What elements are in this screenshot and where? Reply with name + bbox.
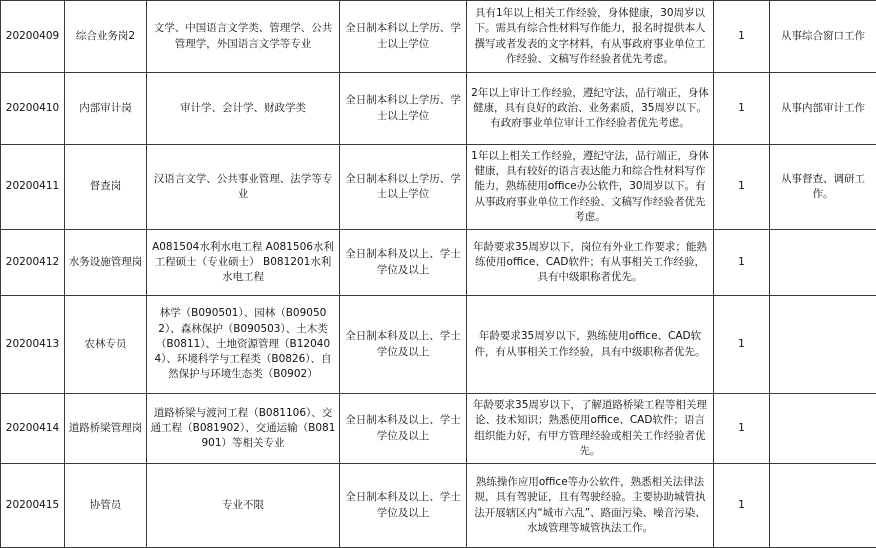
major-cell: 专业不限 — [147, 464, 340, 548]
position-name-cell: 协管员 — [65, 464, 147, 548]
requirements-cell: 年龄要求35周岁以下，了解道路桥梁工程等相关理论、技术知识；熟悉使用office、CAD软件；语言组织能力好，有甲方管理经验或相关工作经验者优先。 — [467, 394, 714, 464]
requirements-cell: 1年以上相关工作经验，遵纪守法，品行端正，身体健康，具有较好的语言表达能力和综合性材料写作能力，熟练使用office办公软件，30周岁以下。有从事政府事业单位工作经验、文稿写作经验者优先考虑。 — [467, 145, 714, 230]
major-cell: 审计学、会计学、财政学类 — [147, 73, 340, 145]
position-code-cell: 20200411 — [1, 145, 65, 230]
table-row — [1, 1, 876, 73]
education-cell: 全日制本科及以上、学士学位及以上 — [340, 464, 467, 548]
requirements-cell: 年龄要求35周岁以下，熟练使用office、CAD软件，有从事相关工作经验，具有中级职称者优先。 — [467, 296, 714, 394]
duty-cell — [770, 464, 876, 548]
duty-cell: 从事综合窗口工作 — [770, 1, 876, 73]
education-cell: 全日制本科及以上、学士学位及以上 — [340, 230, 467, 296]
education-cell: 全日制本科及以上、学士学位及以上 — [340, 296, 467, 394]
major-cell: 汉语言文学、公共事业管理、法学等专业 — [147, 145, 340, 230]
headcount-cell: 1 — [714, 73, 770, 145]
position-name-cell: 水务设施管理岗 — [65, 230, 147, 296]
duty-cell: 从事督查、调研工作。 — [770, 145, 876, 230]
position-name-cell: 综合业务岗2 — [65, 1, 147, 73]
requirements-cell: 年龄要求35周岁以下，岗位有外业工作要求；能熟练使用office、CAD软件；有从事相关工作经验，具有中级职称者优先。 — [467, 230, 714, 296]
table-row — [1, 464, 876, 548]
position-name-cell: 道路桥梁管理岗 — [65, 394, 147, 464]
headcount-cell: 1 — [714, 464, 770, 548]
headcount-cell: 1 — [714, 145, 770, 230]
headcount-cell: 1 — [714, 296, 770, 394]
table-row — [1, 73, 876, 145]
table-row — [1, 394, 876, 464]
major-cell: A081504水利水电工程 A081506水利工程硕士（专业硕士） B081201水利水电工程 — [147, 230, 340, 296]
duty-cell — [770, 230, 876, 296]
requirements-cell: 2年以上审计工作经验，遵纪守法，品行端正，身体健康，具有良好的政治、业务素质，35周岁以下。有政府事业单位审计工作经验者优先考虑。 — [467, 73, 714, 145]
table-row — [1, 230, 876, 296]
duty-cell — [770, 296, 876, 394]
requirements-cell: 具有1年以上相关工作经验，身体健康，30周岁以下。需具有综合性材料写作能力，报名时提供本人撰写或者发表的文字材料，有从事政府事业单位工作经验、文稿写作经验者优先考虑。 — [467, 1, 714, 73]
education-cell: 全日制本科以上学历、学士以上学位 — [340, 73, 467, 145]
position-name-cell: 督查岗 — [65, 145, 147, 230]
headcount-cell: 1 — [714, 230, 770, 296]
position-code-cell: 20200415 — [1, 464, 65, 548]
education-cell: 全日制本科以上学历、学士以上学位 — [340, 145, 467, 230]
headcount-cell: 1 — [714, 1, 770, 73]
position-code-cell: 20200412 — [1, 230, 65, 296]
position-name-cell: 农林专员 — [65, 296, 147, 394]
position-code-cell: 20200413 — [1, 296, 65, 394]
position-code-cell: 20200414 — [1, 394, 65, 464]
major-cell: 林学（B090501）、园林（B090502）、森林保护（B090503）、土木类（B0811）、土地资源管理（B120404）、环境科学与工程类（B0826）、自然保护与环境生态类（B0902） — [147, 296, 340, 394]
education-cell: 全日制本科及以上、学士学位及以上 — [340, 394, 467, 464]
duty-cell: 从事内部审计工作 — [770, 73, 876, 145]
position-name-cell: 内部审计岗 — [65, 73, 147, 145]
requirements-cell: 熟练操作应用office等办公软件，熟悉相关法律法规，具有驾驶证，且有驾驶经验。主要协助城管执法开展辖区内“城市六乱”、路面污染、噪音污染、水域管理等城管执法工作。 — [467, 464, 714, 548]
major-cell: 道路桥梁与渡河工程（B081106）、交通工程（B081902）、交通运输（B081901）等相关专业 — [147, 394, 340, 464]
position-code-cell: 20200409 — [1, 1, 65, 73]
education-cell: 全日制本科以上学历、学士以上学位 — [340, 1, 467, 73]
table-row — [1, 296, 876, 394]
table-row — [1, 145, 876, 230]
duty-cell — [770, 394, 876, 464]
headcount-cell: 1 — [714, 394, 770, 464]
major-cell: 文学、中国语言文学类、管理学、公共管理学，外国语言文学等专业 — [147, 1, 340, 73]
position-code-cell: 20200410 — [1, 73, 65, 145]
